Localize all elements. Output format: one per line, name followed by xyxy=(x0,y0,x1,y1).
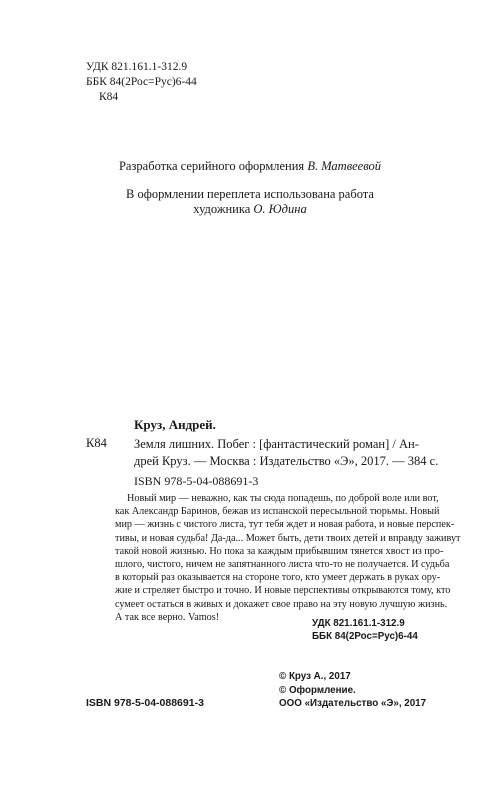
udk-code: УДК 821.161.1-312.9 xyxy=(86,61,188,73)
annotation-line: тивы, и новая судьба! Да-да... Может быть, дети твоих детей и вправду заживут xyxy=(115,532,461,544)
udk-code-bottom: УДК 821.161.1-312.9 xyxy=(312,618,405,629)
bottom-classification-codes xyxy=(312,617,418,643)
isbn-record: ISBN 978-5-04-088691-3 xyxy=(134,474,259,488)
cover-credit-line1: В оформлении переплета использована работа xyxy=(126,187,374,201)
cover-credit-line2 xyxy=(0,201,500,217)
cover-artist-name: О. Юдина xyxy=(253,202,307,216)
annotation-line: Новый мир — неважно, как ты сюда попадешь, по доброй воле или вот, xyxy=(127,493,439,504)
copyright-design: © Оформление. xyxy=(279,684,356,696)
classification-codes xyxy=(86,60,197,105)
annotation-line: шлого, чистого, ничем не запятнанного листа что-то не получается. И судьба xyxy=(115,559,450,571)
author-mark-bibliographic: К84 xyxy=(86,436,107,450)
annotation-line: такой новой жизнью. Но пока за каждым прибывшим тянется хвост из про- xyxy=(115,545,444,557)
annotation xyxy=(115,492,461,624)
copyright-block xyxy=(279,670,426,711)
author-mark: К84 xyxy=(99,91,119,103)
annotation-line: жие и стреляет быстро и точно. И новые перспективы открываются тому, кто xyxy=(115,585,451,597)
description-line: дрей Круз. — Москва : Издательство «Э», 2017. — 384 с. xyxy=(134,454,439,468)
bibliographic-description xyxy=(134,436,438,470)
cover-artist-label: художника xyxy=(193,202,254,216)
book-author: Круз, Андрей. xyxy=(134,417,216,432)
bbk-code: ББК 84(2Рос=Рус)6-44 xyxy=(86,76,197,88)
annotation-line: мир — жизнь с чистого листа, тут тебя ждет и новая работа, и новые перспек- xyxy=(115,519,455,531)
copyright-author: © Круз А., 2017 xyxy=(279,671,351,682)
annotation-line: в который раз оказывается на стороне того, кто умеет держать в руках ору- xyxy=(115,572,441,584)
annotation-line: как Александр Баринов, бежав из испанской пересыльной тюрьмы. Новый xyxy=(115,506,440,518)
annotation-line: А так все верно. Vamos! xyxy=(115,611,220,623)
annotation-line: сумеет остаться в живых и докажет свое право на эту новую лучшую жизнь. xyxy=(115,598,448,610)
isbn-bottom: ISBN 978-5-04-088691-3 xyxy=(86,697,204,709)
copyright-publisher: ООО «Издательство «Э», 2017 xyxy=(279,698,427,709)
series-design-label: Разработка серийного оформления xyxy=(118,159,308,173)
series-design-credit xyxy=(0,158,500,174)
description-line: Земля лишних. Побег : [фантастический роман] / Ан- xyxy=(134,437,419,451)
bbk-code-bottom: ББК 84(2Рос=Рус)6-44 xyxy=(312,631,418,642)
series-designer-name: В. Матвеевой xyxy=(307,159,381,173)
